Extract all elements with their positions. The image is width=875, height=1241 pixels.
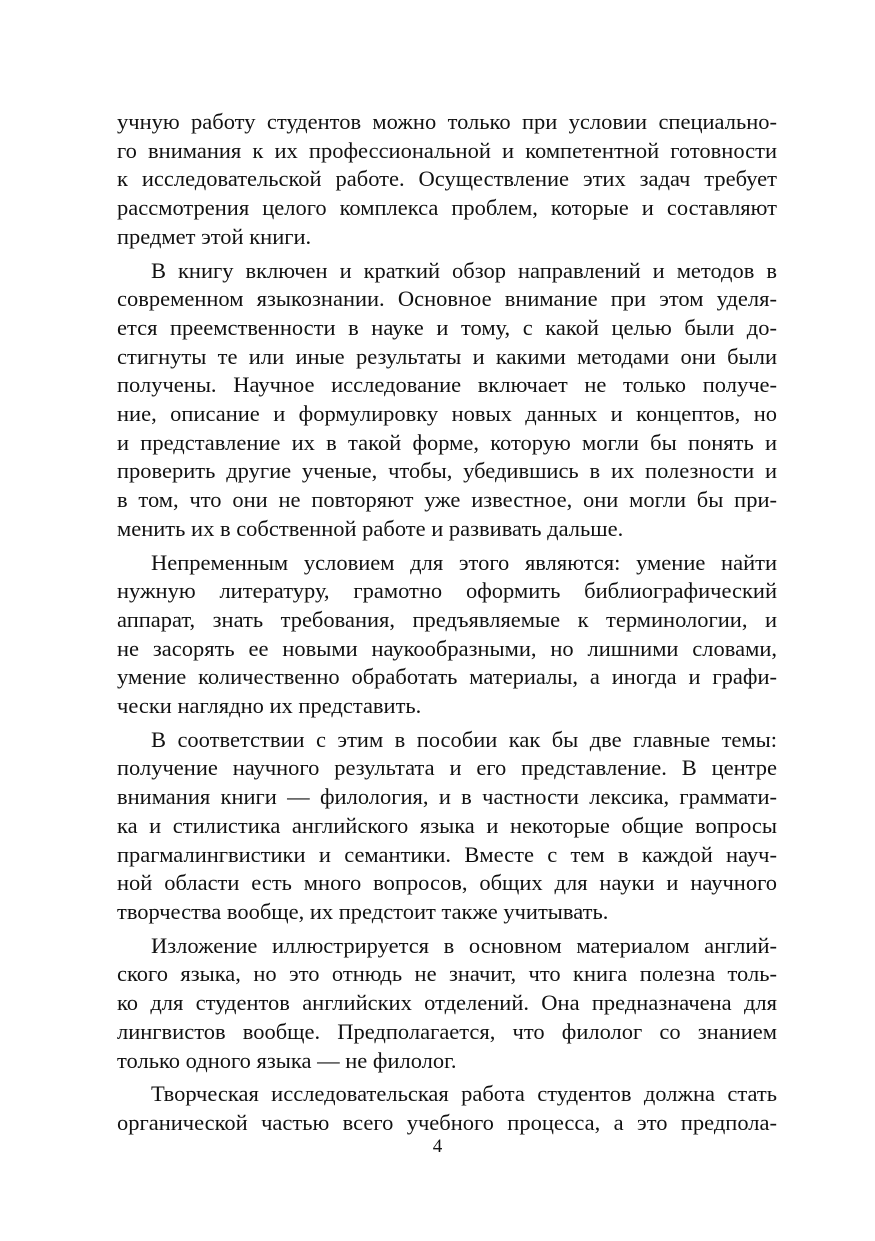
paragraph	[117, 726, 777, 927]
text-line: В книгу включен и краткий обзор направлений и методов в	[151, 257, 777, 283]
text-line: нужную литературу, грамотно оформить библиографический	[117, 578, 777, 604]
paragraph	[117, 549, 777, 721]
text-line: ского языка, но это отнюдь не значит, что книга полезна толь-	[117, 961, 777, 987]
text-line: только одного языка — не филолог.	[117, 1047, 457, 1073]
text-line: ние, описание и формулировку новых данных и концептов, но	[117, 401, 777, 427]
text-line: получены. Научное исследование включает не только получе-	[117, 372, 777, 398]
text-line: к исследовательской работе. Осуществление этих задач требует	[117, 166, 777, 192]
text-line: аппарат, знать требования, предъявляемые к терминологии, и	[117, 606, 777, 632]
text-line: в том, что они не повторяют уже известное, они могли бы при-	[117, 487, 777, 513]
text-line: ется преемственности в науке и тому, с какой целью были до-	[117, 314, 777, 340]
page-number: 4	[432, 1136, 443, 1157]
text-line: органической частью всего учебного процесса, а это предпола-	[117, 1109, 777, 1135]
text-line: получение научного результата и его представление. В центре	[117, 755, 777, 781]
text-line: современном языкознании. Основное внимание при этом уделя-	[117, 286, 777, 312]
paragraph	[117, 257, 777, 544]
text-line: ка и стилистика английского языка и некоторые общие вопросы	[117, 812, 777, 838]
page-body	[117, 108, 777, 1143]
text-line: ко для студентов английских отделений. Она предназначена для	[117, 990, 777, 1016]
text-line: го внимания к их профессиональной и компетентной готовности	[117, 137, 777, 163]
text-line: стигнуты те или иные результаты и какими методами они были	[117, 343, 777, 369]
text-line: Непременным условием для этого являются: умение найти	[151, 549, 777, 575]
text-line: рассмотрения целого комплекса проблем, которые и составляют	[117, 195, 777, 221]
text-line: внимания книги — филология, и в частности лексика, граммати-	[117, 784, 777, 810]
text-line: прагмалингвистики и семантики. Вместе с тем в каждой науч-	[117, 841, 777, 867]
text-line: предмет этой книги.	[117, 223, 312, 249]
text-line: лингвистов вообще. Предполагается, что филолог со знанием	[117, 1018, 777, 1044]
text-line: умение количественно обработать материалы, а иногда и графи-	[117, 664, 777, 690]
text-line: не засорять ее новыми наукообразными, но лишними словами,	[117, 635, 777, 661]
text-line: ной области есть много вопросов, общих для науки и научного	[117, 870, 777, 896]
paragraph	[117, 932, 777, 1076]
text-line: Изложение иллюстрируется в основном материалом англий-	[151, 932, 777, 958]
paragraph	[117, 1080, 777, 1137]
text-line: В соответствии с этим в пособии как бы две главные темы:	[151, 726, 777, 752]
text-line: менить их в собственной работе и развивать дальше.	[117, 515, 624, 541]
text-line: Творческая исследовательская работа студентов должна стать	[151, 1081, 777, 1107]
text-line: проверить другие ученые, чтобы, убедившись в их полезности и	[117, 458, 777, 484]
text-line: учную работу студентов можно только при условии специально-	[117, 109, 777, 134]
text-line: чески наглядно их представить.	[117, 693, 422, 719]
text-line: и представление их в такой форме, которую могли бы понять и	[117, 429, 777, 455]
paragraph	[117, 108, 777, 252]
text-line: творчества вообще, их предстоит также учитывать.	[117, 898, 609, 924]
